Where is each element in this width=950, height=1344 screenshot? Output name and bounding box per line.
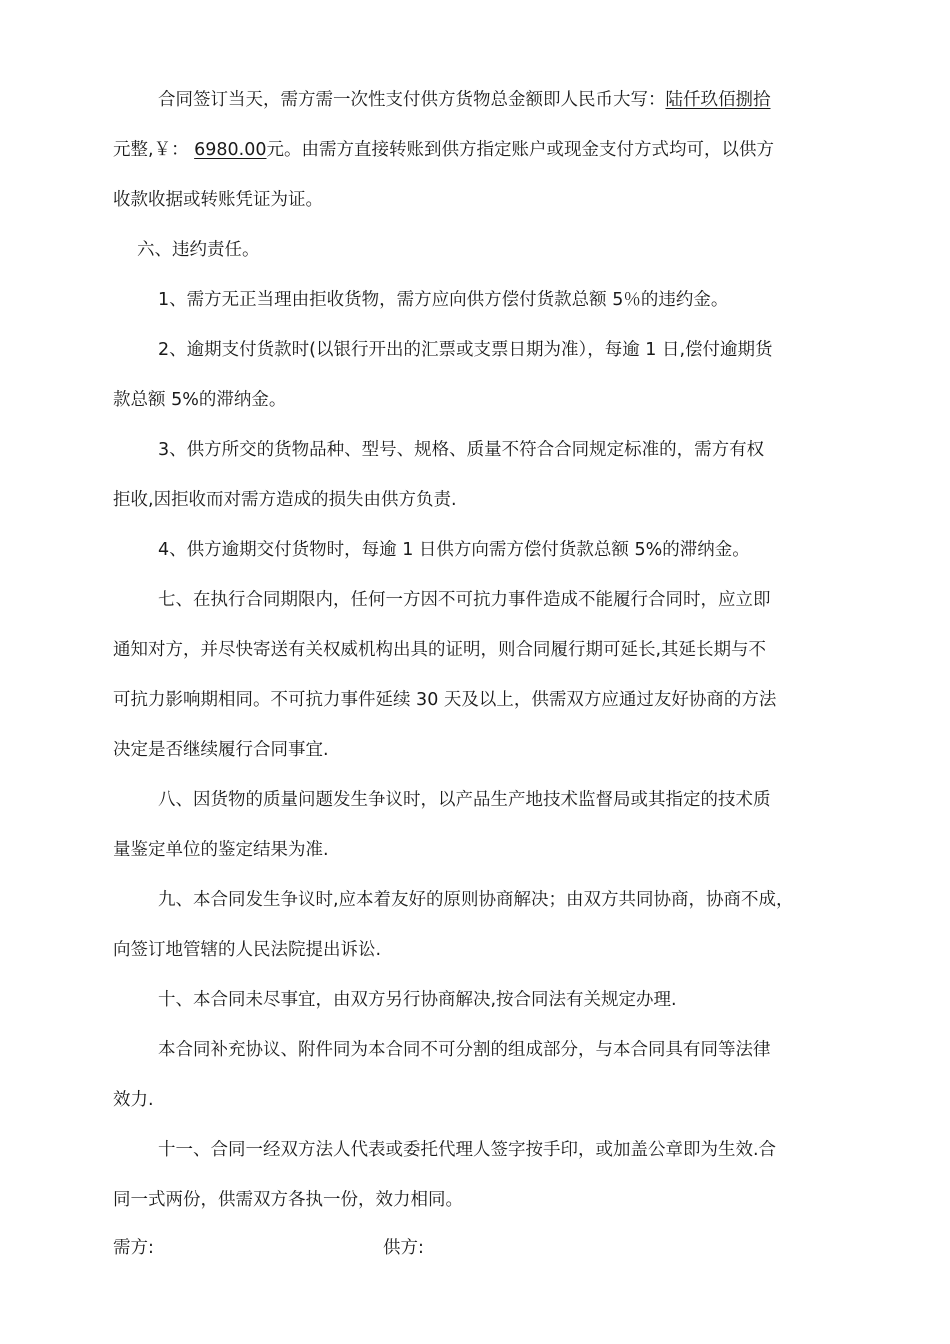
section-10: 十、本合同未尽事宜，由双方另行协商解决,按合同法有关规定办理. [158,990,677,1010]
supplier-signature-label: 供方: [383,1238,424,1258]
supplement-clause-line-2: 效力. [113,1090,154,1110]
clause-2: 2、逾期支付货款时(以银行开出的汇票或支票日期为准），每逾 1 日,偿付逾期货 [158,340,773,360]
clause-3-cont: 拒收,因拒收而对需方造成的损失由供方负责. [113,490,457,510]
clause-3: 3、供方所交的货物品种、型号、规格、质量不符合合同规定标准的，需方有权 [158,440,765,460]
yuan-label: 元整,￥： [113,140,189,160]
paragraph-payment-line-3: 收款收据或转账凭证为证。 [113,190,323,210]
supplement-clause: 本合同补充协议、附件同为本合同不可分割的组成部分，与本合同具有同等法律 [158,1040,771,1060]
section-11-line-2: 同一式两份，供需双方各执一份，效力相同。 [113,1190,463,1210]
clause-2-cont: 款总额 5%的滞纳金。 [113,390,287,410]
amount-number: 6980.00 [194,140,267,160]
section-7-line-4: 决定是否继续履行合同事宜. [113,740,329,760]
section-7-line-3: 可抗力影响期相同。不可抗力事件延续 30 天及以上，供需双方应通过友好协商的方法 [113,690,777,710]
payment-text: 合同签订当天，需方需一次性支付供方货物总金额即人民币大写： [158,90,666,110]
section-8: 八、因货物的质量问题发生争议时，以产品生产地技术监督局或其指定的技术质 [158,790,771,810]
paragraph-payment [158,88,771,112]
section-7-line-2: 通知对方，并尽快寄送有关权威机构出具的证明，则合同履行期可延长,其延长期与不 [113,640,767,660]
clause-4: 4、供方逾期交付货物时，每逾 1 日供方向需方偿付货款总额 5%的滞纳金。 [158,540,750,560]
section-9: 九、本合同发生争议时,应本着友好的原则协商解决；由双方共同协商，协商不成， [158,890,794,910]
section-9-line-2: 向签订地管辖的人民法院提出诉讼. [113,940,382,960]
buyer-signature-label: 需方: [113,1238,154,1258]
section-7: 七、在执行合同期限内，任何一方因不可抗力事件造成不能履行合同时，应立即 [158,590,771,610]
amount-in-words: 陆仟玖佰捌拾 [665,90,771,110]
payment-method-text: 元。由需方直接转账到供方指定账户或现金支付方式均可，以供方 [266,140,775,160]
section-8-line-2: 量鉴定单位的鉴定结果为准. [113,840,329,860]
clause-1: 1、需方无正当理由拒收货物，需方应向供方偿付货款总额 5％的违约金。 [158,290,729,310]
paragraph-payment-line-2 [113,138,774,162]
section-heading-liability: 六、违约责任。 [137,240,260,260]
section-11: 十一、合同一经双方法人代表或委托代理人签字按手印，或加盖公章即为生效.合 [158,1140,777,1160]
